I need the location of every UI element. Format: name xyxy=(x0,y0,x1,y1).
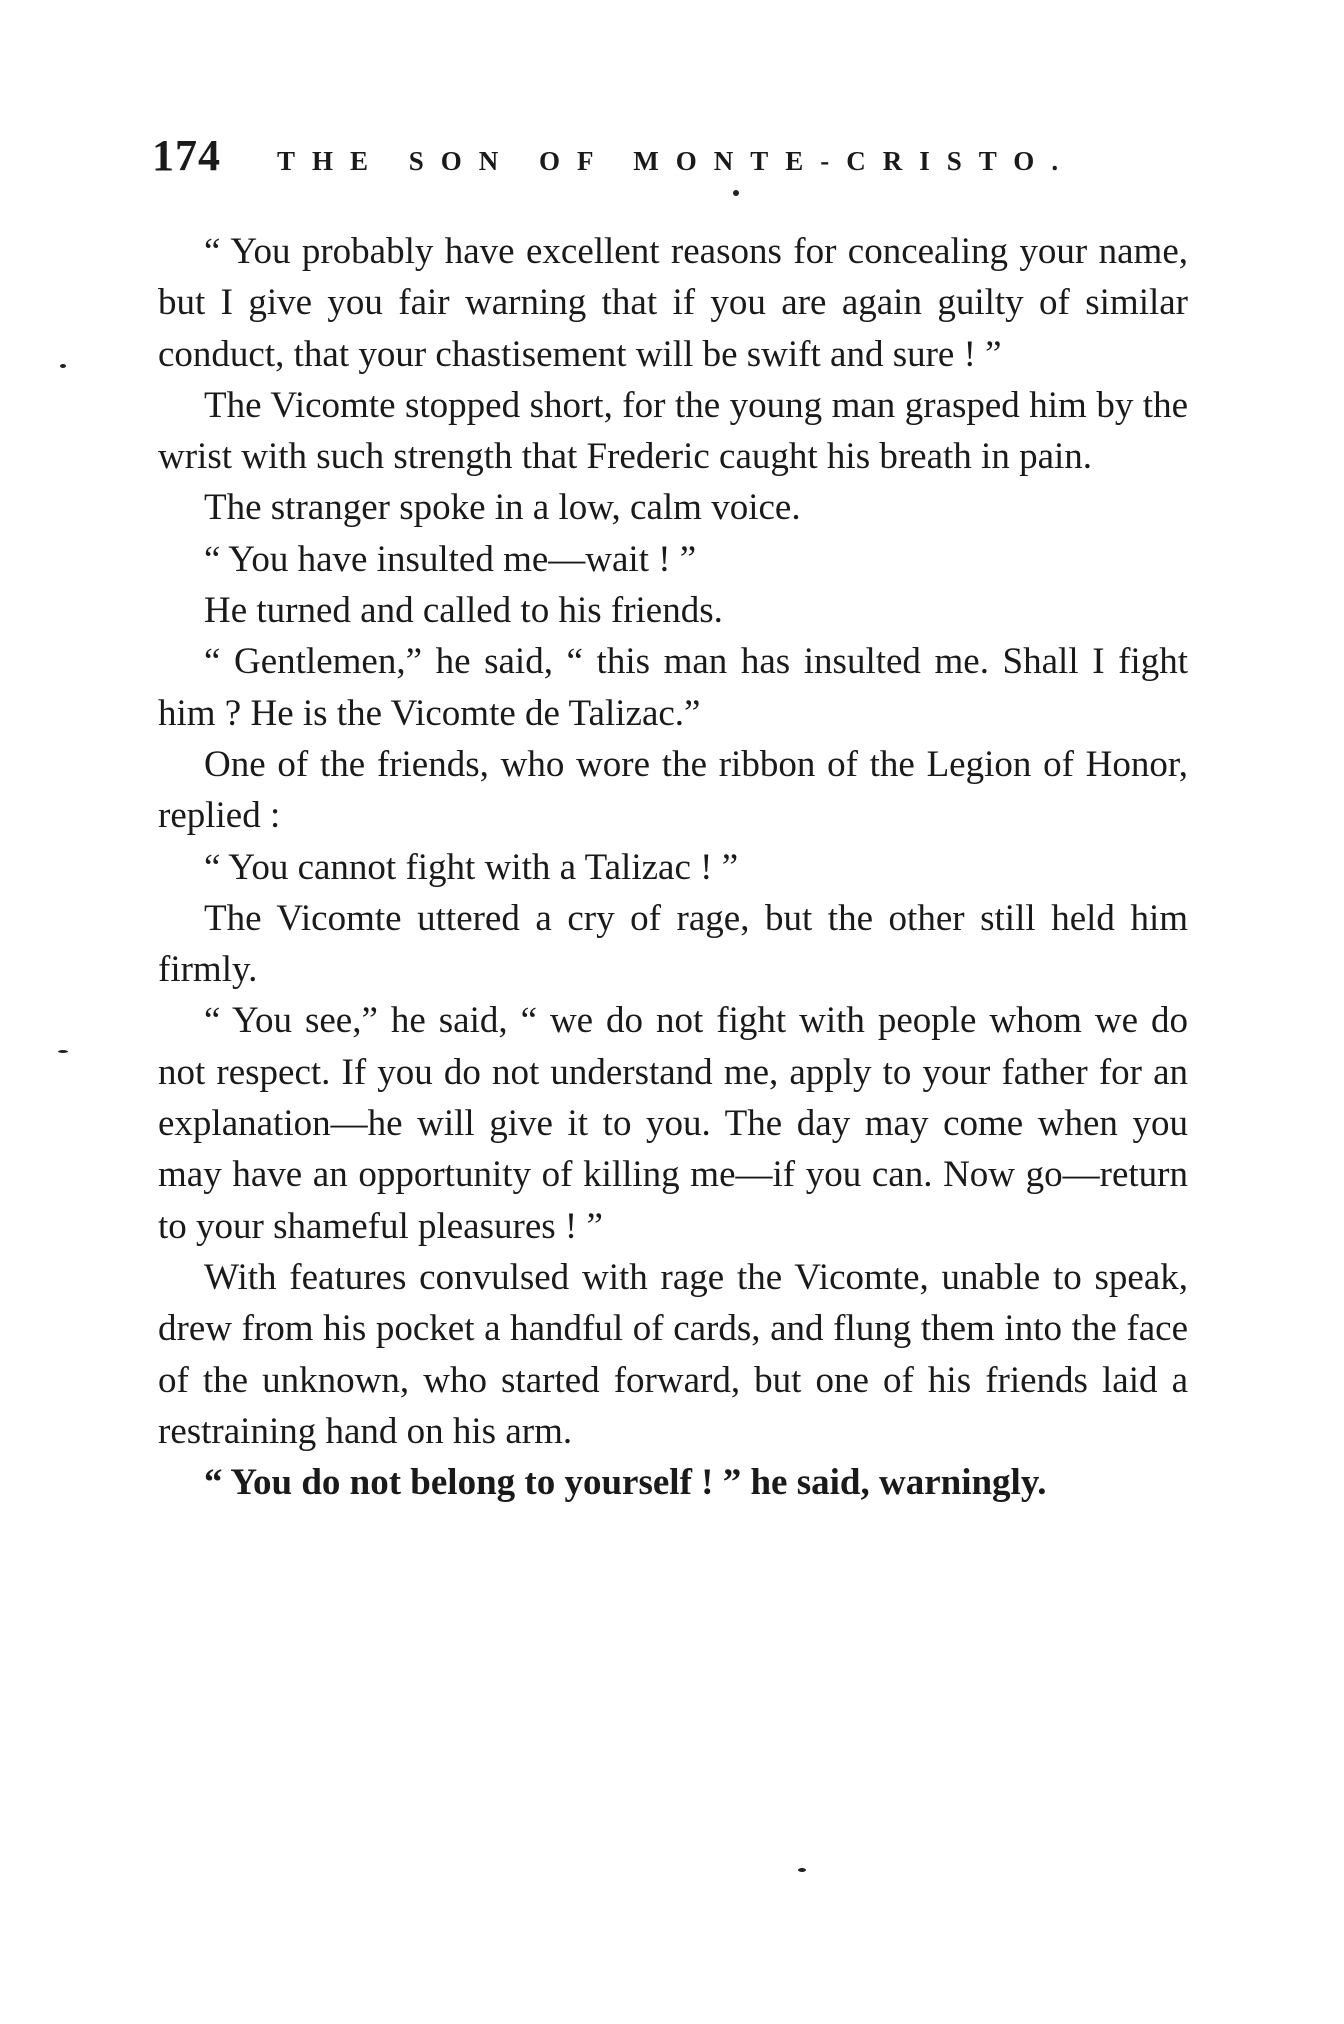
ink-speck xyxy=(58,1050,68,1053)
paragraph-12: “ You do not belong to yourself ! ” he said, warningly. xyxy=(204,1462,1047,1504)
body-text xyxy=(158,226,1188,1508)
ink-speck xyxy=(798,1868,806,1872)
ink-speck xyxy=(60,364,66,368)
running-head xyxy=(152,130,1192,180)
paragraph-2: The Vicomte stopped short, for the young man grasped him by the wrist with such strength that Frederic caught his breath in pain. xyxy=(158,384,1188,478)
paragraph-5: He turned and called to his friends. xyxy=(204,590,723,632)
paragraph-7: One of the friends, who wore the ribbon of the Legion of Honor, replied : xyxy=(158,743,1188,837)
page-number: 174 xyxy=(152,131,221,180)
paragraph-9: The Vicomte uttered a cry of rage, but the other still held him firmly. xyxy=(158,897,1188,991)
paragraph-11: With features convulsed with rage the Vicomte, unable to speak, drew from his pocket a handful of cards, and flung them into the face of the unknown, who started forward, but one of his friends laid a restraining hand on his arm. xyxy=(158,1256,1188,1452)
book-title: THE SON OF MONTE-CRISTO. xyxy=(277,146,1076,176)
paragraph-10: “ You see,” he said, “ we do not fight with people whom we do not respect. If you do not understand me, apply to your father for an explanation—he will give it to you. The day may come when you may have an opportunity of killing me—if you can. Now go—return to your shameful pleasures ! ” xyxy=(158,1000,1188,1247)
paragraph-4: “ You have insulted me—wait ! ” xyxy=(204,538,697,580)
paragraph-3: The stranger spoke in a low, calm voice. xyxy=(204,487,801,529)
paragraph-8: “ You cannot fight with a Talizac ! ” xyxy=(204,846,739,888)
paragraph-1: “ You probably have excellent reasons for concealing your name, but I give you fair warning that if you are again guilty of similar conduct, that your chastisement will be swift and sure ! ” xyxy=(158,231,1188,375)
ink-speck xyxy=(733,190,739,196)
paragraph-6: “ Gentlemen,” he said, “ this man has insulted me. Shall I fight him ? He is the Vicomte de Talizac.” xyxy=(158,641,1188,734)
